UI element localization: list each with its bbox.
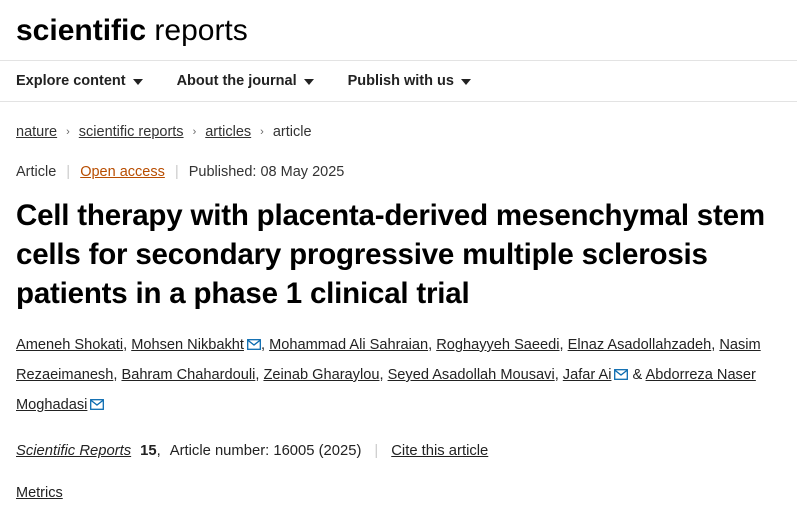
author-link[interactable]: Abdorreza Naser Moghadasi — [16, 367, 756, 413]
author-separator: , — [260, 337, 270, 353]
author-list — [16, 331, 781, 421]
article-meta — [16, 140, 781, 180]
author-separator: , — [559, 337, 568, 353]
breadcrumb-separator-icon: › — [192, 126, 197, 138]
breadcrumb-item-articles[interactable]: articles — [205, 124, 252, 140]
author-separator: , — [554, 367, 563, 383]
author-link[interactable]: Roghayyeh Saeedi — [436, 337, 560, 353]
nav-item-about-the-journal[interactable] — [177, 73, 314, 89]
nav-item-publish-with-us-label: Publish with us — [347, 73, 454, 89]
breadcrumb-separator-icon: › — [66, 126, 70, 138]
author-link[interactable]: Ameneh Shokati — [16, 337, 124, 353]
author-link[interactable]: Seyed Asadollah Mousavi — [387, 367, 555, 383]
author-separator: , — [123, 337, 132, 353]
published-date: Published: 08 May 2025 — [188, 163, 345, 180]
nav-item-publish-with-us[interactable] — [348, 73, 471, 89]
author-link[interactable]: Nasim Rezaeimanesh — [16, 337, 761, 383]
nav-item-explore-content-label: Explore content — [16, 73, 126, 89]
journal-name-link[interactable]: Scientific Reports — [16, 443, 132, 459]
breadcrumb — [16, 102, 781, 140]
page-title: Cell therapy with placenta-derived mesenchymal stem cells for secondary progressive multiple sclerosis patients in a phase 1 clinical trial — [16, 199, 765, 310]
author-link[interactable]: Zeinab Gharaylou — [263, 367, 380, 383]
meta-divider: | — [174, 163, 179, 180]
author-separator: , — [428, 337, 437, 353]
site-logo[interactable] — [16, 14, 781, 48]
citation-line — [16, 443, 781, 459]
author-separator: , — [113, 367, 122, 383]
author-link[interactable]: Elnaz Asadollahzadeh — [567, 337, 712, 353]
nav-item-about-the-journal-label: About the journal — [176, 73, 297, 89]
citation-divider: | — [374, 443, 379, 459]
chevron-down-icon — [304, 79, 314, 85]
nav-item-explore-content[interactable] — [16, 73, 143, 89]
author-link[interactable]: Bahram Chahardouli — [121, 367, 256, 383]
main-navigation — [0, 60, 797, 102]
corresponding-author-email-icon[interactable] — [90, 392, 104, 421]
meta-divider: | — [66, 163, 71, 180]
corresponding-author-email-icon[interactable] — [614, 362, 628, 391]
author-separator: , — [711, 337, 720, 353]
site-logo-bold: scientific — [16, 14, 147, 47]
breadcrumb-item-scientific-reports[interactable]: scientific reports — [78, 124, 184, 140]
site-logo-light: reports — [146, 14, 248, 47]
breadcrumb-item-nature[interactable]: nature — [16, 124, 58, 140]
article-type-label: Article — [16, 163, 57, 180]
breadcrumb-separator-icon: › — [260, 126, 264, 138]
author-link[interactable]: Mohsen Nikbakht — [131, 337, 244, 353]
author-separator: , — [255, 367, 264, 383]
citation-volume: 15 — [140, 443, 157, 459]
citation-volume-wrap: 15, — [140, 443, 161, 459]
breadcrumb-item-current: article — [272, 124, 312, 140]
open-access-link[interactable]: Open access — [80, 163, 165, 180]
metrics-link[interactable]: Metrics — [16, 485, 63, 501]
article-page — [0, 102, 797, 502]
chevron-down-icon — [133, 79, 143, 85]
author-link[interactable]: Jafar Ai — [562, 367, 612, 383]
chevron-down-icon — [461, 79, 471, 85]
masthead — [0, 0, 797, 60]
author-link[interactable]: Mohammad Ali Sahraian — [269, 337, 429, 353]
author-separator: & — [628, 367, 646, 383]
citation-article-number: Article number: 16005 (2025) — [169, 443, 362, 459]
corresponding-author-email-icon[interactable] — [247, 332, 261, 361]
author-separator: , — [379, 367, 388, 383]
cite-this-article-link[interactable]: Cite this article — [391, 443, 489, 459]
